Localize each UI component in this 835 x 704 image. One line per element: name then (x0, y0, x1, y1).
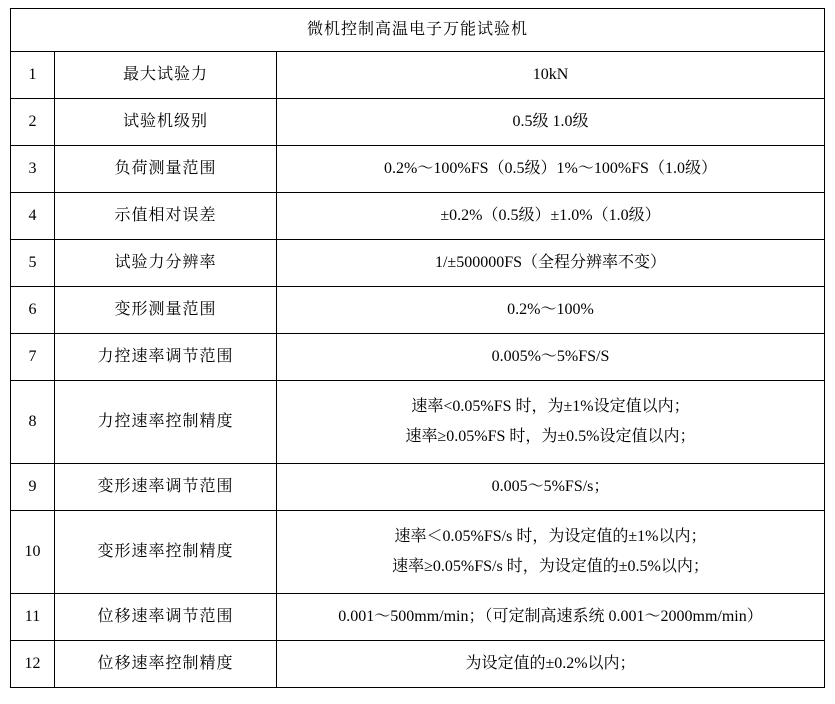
row-name: 试验力分辨率 (55, 240, 277, 287)
table-row (11, 594, 825, 641)
row-name: 试验机级别 (55, 99, 277, 146)
row-index: 3 (11, 146, 55, 193)
row-index: 9 (11, 464, 55, 511)
row-index: 1 (11, 52, 55, 99)
table-row (11, 381, 825, 464)
row-name: 最大试验力 (55, 52, 277, 99)
specification-table (10, 8, 825, 688)
row-value (277, 511, 825, 594)
table-row (11, 641, 825, 688)
row-value: 0.5级 1.0级 (277, 99, 825, 146)
row-name: 变形测量范围 (55, 287, 277, 334)
row-value: 1/±500000FS（全程分辨率不变） (277, 240, 825, 287)
row-value: 0.005%～5%FS/S (277, 334, 825, 381)
table-title-row (11, 9, 825, 52)
row-name: 变形速率调节范围 (55, 464, 277, 511)
table-title: 微机控制高温电子万能试验机 (11, 9, 825, 52)
row-value-line: 速率<0.05%FS 时，为±1%设定值以内； (411, 398, 690, 415)
row-value-line: 速率≥0.05%FS 时，为±0.5%设定值以内； (405, 428, 696, 445)
row-index: 8 (11, 381, 55, 464)
row-name: 力控速率调节范围 (55, 334, 277, 381)
table-row (11, 287, 825, 334)
row-name: 变形速率控制精度 (55, 511, 277, 594)
row-index: 11 (11, 594, 55, 641)
row-value: ±0.2%（0.5级）±1.0%（1.0级） (277, 193, 825, 240)
row-index: 10 (11, 511, 55, 594)
row-index: 4 (11, 193, 55, 240)
row-name: 位移速率调节范围 (55, 594, 277, 641)
row-name: 示值相对误差 (55, 193, 277, 240)
table-row (11, 146, 825, 193)
row-value: 0.001～500mm/min；（可定制高速系统 0.001～2000mm/min） (277, 594, 825, 641)
table-row (11, 511, 825, 594)
row-value: 0.005～5%FS/s； (277, 464, 825, 511)
row-index: 2 (11, 99, 55, 146)
row-index: 7 (11, 334, 55, 381)
table-row (11, 464, 825, 511)
row-name: 力控速率控制精度 (55, 381, 277, 464)
row-value: 0.2%～100% (277, 287, 825, 334)
row-index: 6 (11, 287, 55, 334)
table-row (11, 52, 825, 99)
row-value-line: 速率＜0.05%FS/s 时，为设定值的±1%以内； (394, 528, 707, 545)
row-index: 12 (11, 641, 55, 688)
table-row (11, 99, 825, 146)
table-row (11, 240, 825, 287)
row-value: 10kN (277, 52, 825, 99)
row-value: 0.2%～100%FS（0.5级）1%～100%FS（1.0级） (277, 146, 825, 193)
row-name: 负荷测量范围 (55, 146, 277, 193)
row-index: 5 (11, 240, 55, 287)
row-value-line: 速率≥0.05%FS/s 时，为设定值的±0.5%以内； (392, 558, 709, 575)
table-row (11, 193, 825, 240)
row-name: 位移速率控制精度 (55, 641, 277, 688)
row-value: 为设定值的±0.2%以内； (277, 641, 825, 688)
row-value (277, 381, 825, 464)
table-row (11, 334, 825, 381)
